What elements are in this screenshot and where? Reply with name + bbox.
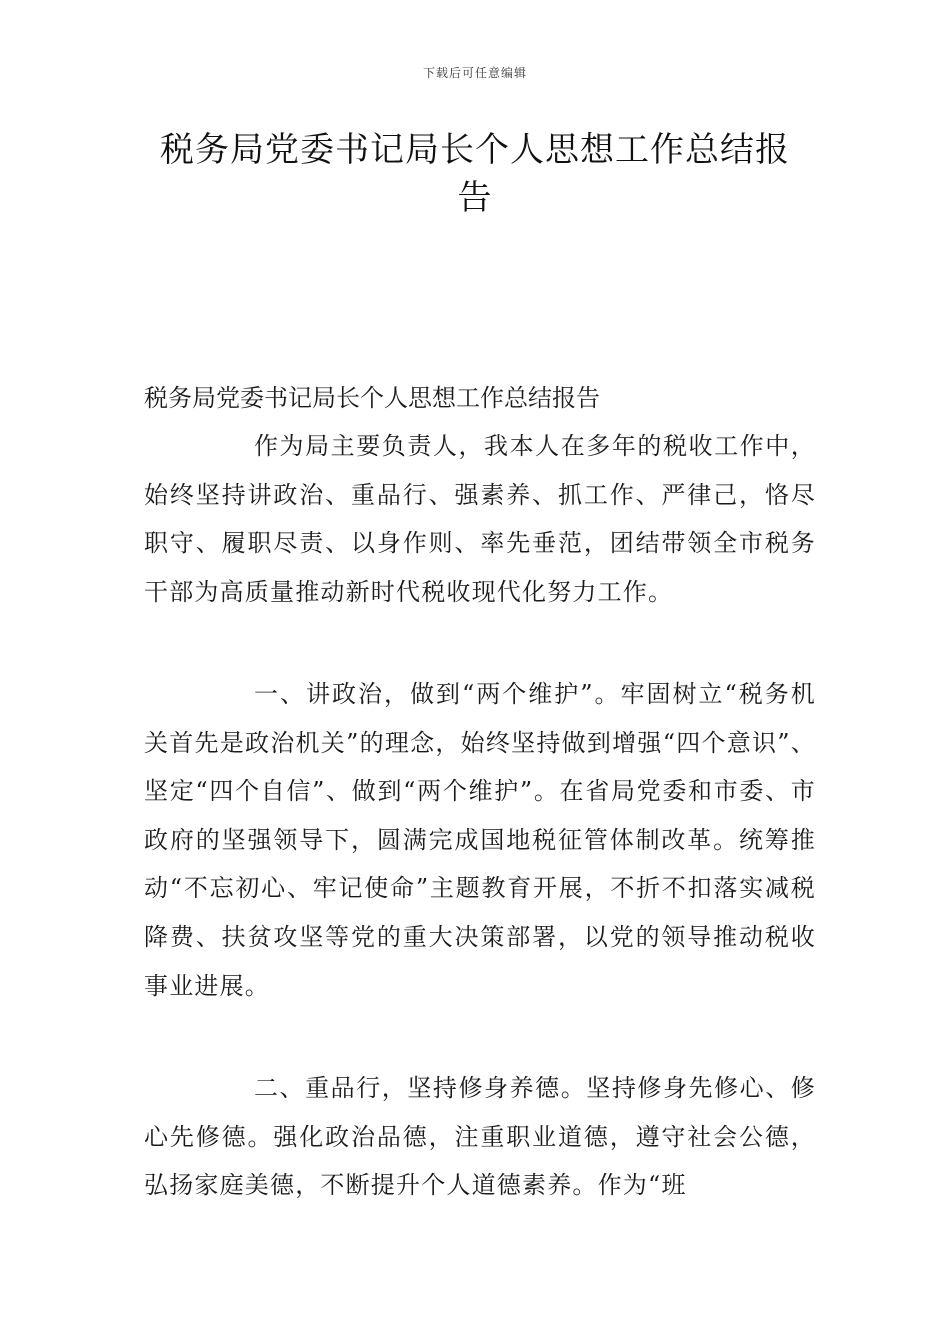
paragraph-politics: 一、讲政治，做到“两个维护”。牢固树立“税务机关首先是政治机关”的理念，始终坚持做到增强“四个意识”、坚定“四个自信”、做到“两个维护”。在省局党委和市委、市政府的坚强领导下，圆满完成国地税征管体制改革。统筹推动“不忘初心、牢记使命”主题教育开展，不折不扣落实减税降费、扶贫攻坚等党的重大决策部署，以党的领导推动税收事业进展。 — [144, 680, 816, 1000]
paragraph-character: 二、重品行，坚持修身养德。坚持修身先修心、修心先修德。强化政治品德，注重职业道德，遵守社会公德，弘扬家庭美德，不断提升个人道德素养。作为“班 — [144, 1074, 816, 1200]
document-title: 税务局党委书记局长个人思想工作总结报告 — [160, 130, 790, 218]
document-subtitle: 税务局党委书记局长个人思想工作总结报告 — [144, 384, 600, 412]
paragraph-intro: 作为局主要负责人，我本人在多年的税收工作中，始终坚持讲政治、重品行、强素养、抓工作、严律己，恪尽职守、履职尽责、以身作则、率先垂范，团结带领全市税务干部为高质量推动新时代税收现代化努力工作。 — [144, 432, 816, 606]
header-note: 下载后可任意编辑 — [422, 66, 527, 80]
